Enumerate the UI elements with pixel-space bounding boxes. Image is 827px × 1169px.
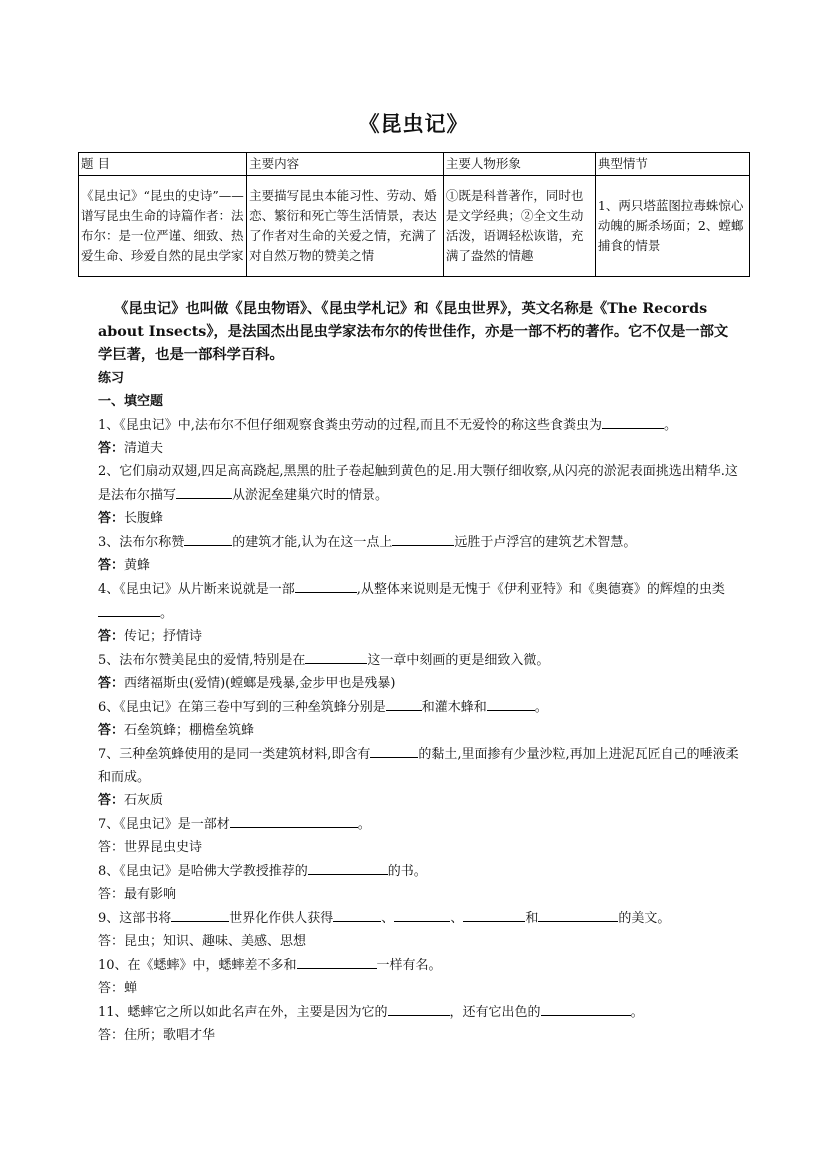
answer-blank[interactable] — [184, 530, 232, 546]
intro-paragraph — [98, 298, 738, 367]
answer-7: 答：石灰质 — [98, 793, 164, 808]
answer-9: 答：昆虫；知识、趣味、美感、思想 — [98, 934, 307, 949]
answer-blank[interactable] — [297, 953, 377, 969]
question-6: 6、《昆虫记》在第三卷中写到的三种垒筑蜂分别是 和灌木蜂和 。 — [98, 695, 743, 719]
section-heading: 一、填空题 — [98, 394, 164, 409]
practice-label: 练习 — [98, 371, 125, 386]
answer-6: 答：石垒筑蜂；棚檐垒筑蜂 — [98, 723, 255, 738]
question-2: 2、它们扇动双翅,四足高高跷起,黑黑的肚子卷起触到黄色的足.用大颚仔细收察,从闪亮的淤泥表面挑选出精华.这是法布尔描写 从淤泥垒建巢穴时的情景。 — [98, 464, 738, 503]
question-1: 1、《昆虫记》中,法布尔不但仔细观察食粪虫劳动的过程,而且不无爱怜的称这些食粪虫为 。 — [98, 413, 743, 437]
answer-7b: 答：世界昆虫史诗 — [98, 840, 203, 855]
cell-character: ①既是科普著作，同时也是文学经典；②全文生动活泼，语调轻松诙谐，充满了盎然的情趣 — [443, 176, 595, 277]
cell-plot: 1、两只塔蓝图拉毒蛛惊心动魄的厮杀场面；2、螳螂捕食的情景 — [595, 176, 749, 277]
header-content: 主要内容 — [247, 153, 444, 176]
question-11: 11、蟋蟀它之所以如此名声在外，主要是因为它的 ，还有它出色的 。 — [98, 1000, 743, 1024]
header-title: 题 目 — [79, 153, 247, 176]
answer-blank[interactable] — [230, 812, 358, 828]
answer-blank[interactable] — [602, 413, 664, 429]
answer-blank[interactable] — [176, 483, 232, 499]
answer-blank[interactable] — [386, 695, 422, 711]
question-7b: 7、《昆虫记》是一部材 。 — [98, 812, 743, 836]
answer-5: 答：西绪福斯虫(爱情)(螳螂是残暴,金步甲也是残暴) — [98, 676, 396, 691]
answer-blank[interactable] — [171, 906, 229, 922]
answer-3: 答：黄蜂 — [98, 558, 151, 573]
table-row — [79, 176, 750, 277]
header-plot: 典型情节 — [595, 153, 749, 176]
answer-blank[interactable] — [388, 1000, 450, 1016]
answer-blank[interactable] — [538, 906, 618, 922]
answer-blank[interactable] — [394, 906, 450, 922]
summary-table — [78, 152, 750, 277]
answer-blank[interactable] — [308, 859, 388, 875]
question-8: 8、《昆虫记》是哈佛大学教授推荐的 的书。 — [98, 859, 743, 883]
table-header-row — [79, 153, 750, 176]
cell-content: 主要描写昆虫本能习性、劳动、婚恋、繁衍和死亡等生活情景，表达了作者对生命的关爱之情，充满了对自然万物的赞美之情 — [247, 176, 444, 277]
question-5: 5、法布尔赞美昆虫的爱情,特别是在 这一章中刻画的更是细致入微。 — [98, 648, 743, 672]
answer-blank[interactable] — [541, 1000, 631, 1016]
question-4: 4、《昆虫记》从片断来说就是一部 ,从整体来说则是无愧于《伊利亚特》和《奥德赛》的辉煌的虫类。 — [98, 577, 743, 625]
answer-blank[interactable] — [392, 530, 454, 546]
question-3: 3、法布尔称赞 的建筑才能,认为在这一点上 远胜于卢浮宫的建筑艺术智慧。 — [98, 530, 743, 554]
answer-blank[interactable] — [370, 742, 418, 758]
answer-blank[interactable] — [487, 695, 535, 711]
answer-blank[interactable] — [295, 577, 357, 593]
answer-8: 答：最有影响 — [98, 887, 177, 902]
exercise-section — [98, 367, 743, 1047]
question-10: 10、在《蟋蟀》中，蟋蟀差不多和 一样有名。 — [98, 953, 743, 977]
answer-11: 答：住所；歌唱才华 — [98, 1028, 216, 1043]
answer-blank[interactable] — [463, 906, 525, 922]
page-title: 《昆虫记》 — [358, 111, 469, 136]
answer-blank[interactable] — [333, 906, 381, 922]
answer-10: 答：蝉 — [98, 981, 138, 996]
question-7: 7、三种垒筑蜂使用的是同一类建筑材料,即含有 的黏土,里面掺有少量沙粒,再加上进泥瓦匠自己的唾液柔和而成。 — [98, 742, 743, 789]
header-character: 主要人物形象 — [443, 153, 595, 176]
question-9: 9、这部书将 世界化作供人获得 、 、 和 的美文。 — [98, 906, 743, 930]
answer-4: 答：传记；抒情诗 — [98, 629, 203, 644]
answer-2: 答：长腹蜂 — [98, 511, 164, 526]
answer-blank[interactable] — [98, 601, 160, 617]
intro-text: 《昆虫记》也叫做《昆虫物语》、《昆虫学札记》和《昆虫世界》，英文名称是《The Records about Insects》，是法国杰出昆虫学家法布尔的传世佳作，亦是一部不朽的著作。它不仅是一部文学巨著，也是一部科学百科。 — [98, 301, 729, 363]
cell-title: 《昆虫记》“昆虫的史诗”——谱写昆虫生命的诗篇作者：法布尔：是一位严谨、细致、热爱生命、珍爱自然的昆虫学家 — [79, 176, 247, 277]
answer-1: 答：清道夫 — [98, 441, 164, 456]
answer-blank[interactable] — [305, 648, 367, 664]
